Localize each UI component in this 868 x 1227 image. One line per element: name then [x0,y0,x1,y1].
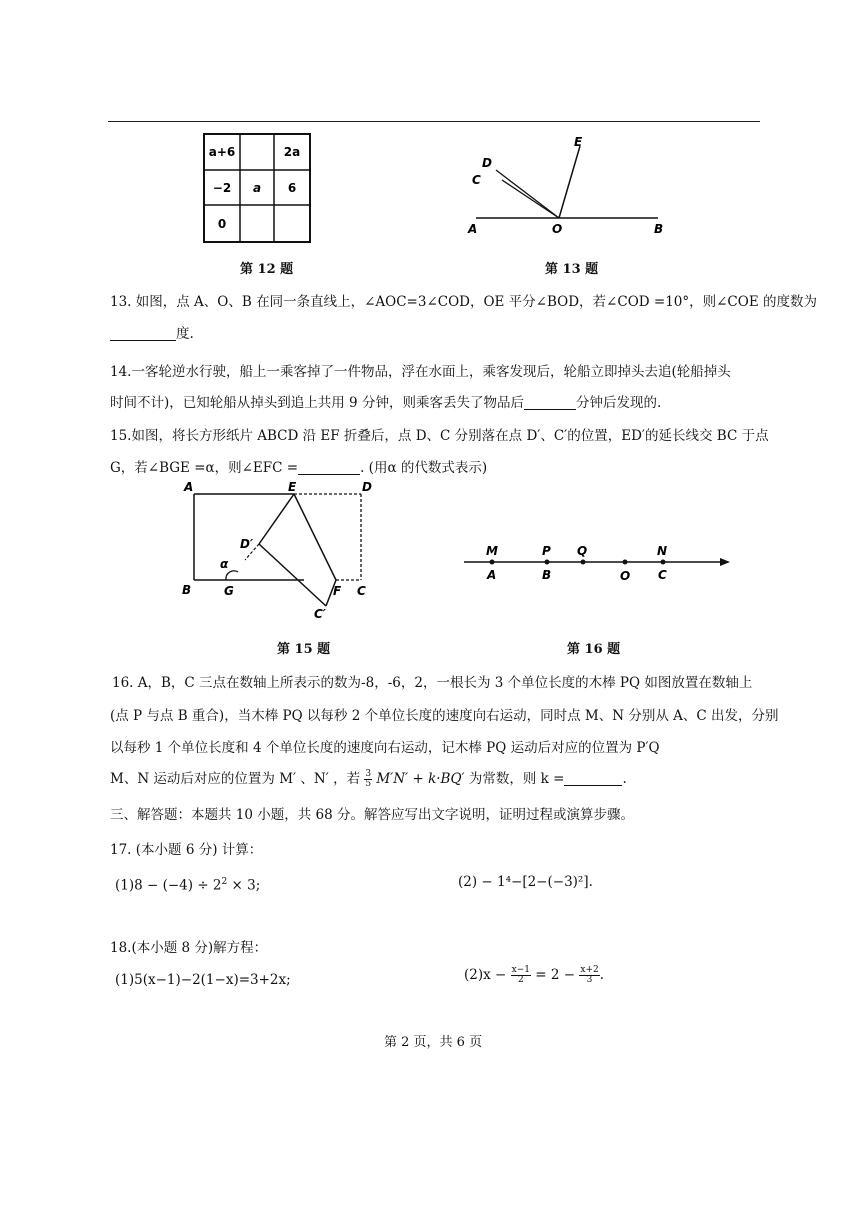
figure-12-grid [203,133,311,243]
fig15-label-C: C [357,584,366,598]
question-16-line-4-mid: 为常数，则 k = [468,771,565,787]
fig13-label-B: B [654,222,664,236]
question-16-line-3: 以每秒 1 个单位长度和 4 个单位长度的速度向右运动，记木棒 PQ 运动后对应的位置为 P′Q [110,740,660,756]
fig16-label-P: P [542,544,551,558]
question-14-line-2 [110,393,661,413]
fig13-label-A: A [468,222,478,236]
figure-15-diagram [176,478,382,624]
question-15-line-2 [110,458,487,478]
fig16-label-C: C [658,568,667,582]
fig15-label-A: A [184,480,194,494]
question-18-part-2: (2)x − $\frac{x-1}{2}$ = 2 − $\frac{x+2}{3}$ . [464,965,605,985]
question-16-expression: M′N′ + k·BQ′ [376,771,465,787]
question-13-line-2 [110,324,194,344]
question-16-line-4 [110,769,627,789]
grid-cell-6: 0 [217,217,227,231]
fraction-three-fifths: $\frac{3}{5}$ [365,769,372,789]
fig13-label-O: O [552,222,563,236]
answer-blank-13[interactable] [110,326,176,341]
figure-12-caption: 第 12 题 [240,262,294,277]
answer-blank-15[interactable] [298,460,360,475]
fig16-label-A: A [487,568,497,582]
figure-16-caption: 第 16 题 [567,642,621,657]
question-17-title: 17. (本小题 6 分) 计算： [110,842,263,858]
fig15-label-D: D [362,480,372,494]
fig16-label-O: O [620,569,631,583]
figure-13-caption: 第 13 题 [545,262,599,277]
fraction-x-minus-1-over-2: $\frac{x-1}{2}$ [511,965,530,985]
fig13-label-D: D [482,156,492,170]
question-16-line-2: (点 P 与点 B 重合)，当木棒 PQ 以每秒 2 个单位长度的速度向右运动，同时点 M、N 分别从 A、C 出发，分别 [110,708,779,724]
fig15-label-F: F [333,584,342,598]
fig16-label-B: B [542,568,552,582]
fig13-label-E: E [574,135,583,149]
question-18-part-1: (1)5(x−1)−2(1−x)=3+2x; [115,972,291,988]
question-17-part-1: $(1)8 - (-4) \div 2^2 \times 3$; [115,877,261,894]
header-rule [108,121,760,122]
question-16-line-4-post: . [622,771,627,787]
question-13-unit: 度. [176,326,194,342]
grid-cell-2: 2a [283,145,301,159]
question-18-title: 18.(本小题 8 分)解方程： [110,940,268,956]
figure-15-caption: 第 15 题 [277,642,331,657]
grid-cell-4: a [252,181,262,195]
fig15-label-E: E [288,480,297,494]
figure-13 [462,132,672,246]
fig16-label-Q: Q [577,544,588,558]
fig15-label-B: B [182,583,192,597]
figure-16-number-line [460,540,740,590]
question-17-part-2: (2) − 1⁴−[2−(−3)²]. [458,874,593,890]
figure-12 [203,133,311,247]
question-15-line-1: 15.如图，将长方形纸片 ABCD 沿 EF 折叠后，点 D、C 分别落在点 D′、C′的位置，ED′的延长线交 BC 于点 [110,428,769,444]
answer-blank-16[interactable] [564,771,622,786]
question-13-line-1: 13. 如图，点 A、O、B 在同一条直线上，∠AOC=3∠COD，OE 平分∠BOD，若∠COD =10°，则∠COE 的度数为 [110,294,817,310]
question-14-line-2-post: 分钟后发现的. [575,395,662,411]
fig16-label-M: M [486,544,498,558]
fig15-label-C-prime: C′ [314,607,326,621]
fig15-label-G: G [224,584,234,598]
figure-16 [460,540,740,594]
grid-cell-3: −2 [212,181,232,195]
grid-cell-5: 6 [287,181,297,195]
section-3-heading: 三、解答题：本题共 10 小题，共 68 分。解答应写出文字说明，证明过程或演算步骤。 [110,807,635,823]
page-footer: 第 2 页，共 6 页 [384,1035,483,1050]
fraction-x-plus-2-over-3: $\frac{x+2}{3}$ [580,965,599,985]
grid-cell-0: a+6 [208,145,236,159]
answer-blank-14[interactable] [524,395,576,410]
figure-15 [176,478,382,628]
fig15-label-alpha: α [220,557,229,571]
question-15-line-2-pre: G，若∠BGE =α，则∠EFC = [110,460,299,476]
fig16-label-N: N [657,544,668,558]
question-15-line-2-post: . (用α 的代数式表示) [360,460,488,476]
figure-13-diagram [462,132,672,242]
fig13-label-C: C [472,173,481,187]
question-14-line-1: 14.一客轮逆水行驶，船上一乘客掉了一件物品，浮在水面上，乘客发现后，轮船立即掉头去追(轮船掉头 [110,364,731,380]
question-16-line-4-pre: M、N 运动后对应的位置为 M′ 、N′ ，若 [110,771,361,787]
question-14-line-2-pre: 时间不计)，已知轮船从掉头到追上共用 9 分钟，则乘客丢失了物品后 [110,395,524,411]
fig15-label-D-prime: D′ [240,537,254,551]
question-16-line-1: 16. A，B，C 三点在数轴上所表示的数为-8，-6，2，一根长为 3 个单位长度的木棒 PQ 如图放置在数轴上 [112,675,753,691]
